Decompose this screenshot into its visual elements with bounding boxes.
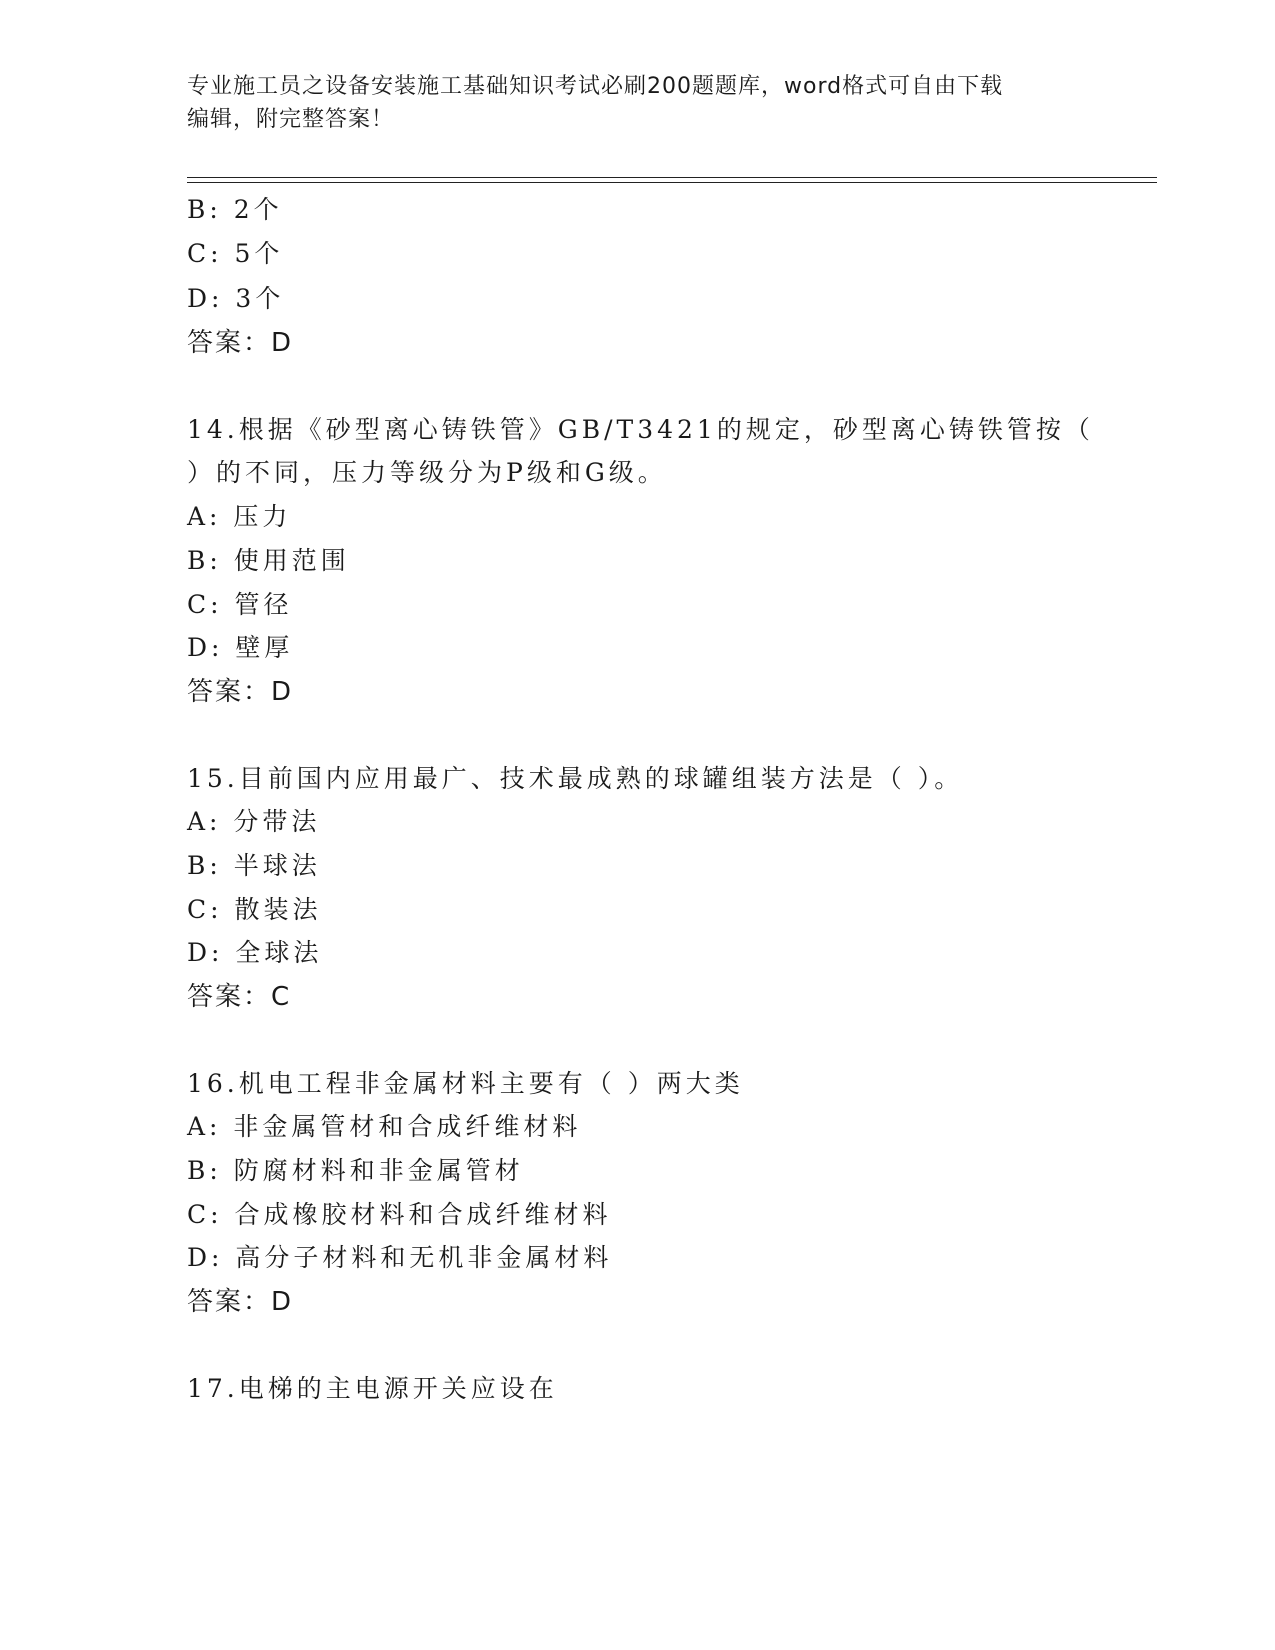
q14-answer: 答案：D	[187, 677, 294, 707]
document-header	[187, 70, 1067, 136]
header-divider-top	[187, 177, 1157, 178]
q13-option-b: B: 2个	[187, 195, 283, 224]
q14-option-b: B: 使用范围	[187, 546, 350, 575]
q15-stem: 15.目前国内应用最广、技术最成熟的球罐组装方法是（ ）。	[187, 764, 964, 793]
q15-option-b: B: 半球法	[187, 851, 321, 880]
q14-stem-line-1: 14.根据《砂型离心铸铁管》GB/T3421的规定，砂型离心铸铁管按（	[187, 415, 1094, 444]
q16-option-a: A: 非金属管材和合成纤维材料	[187, 1112, 582, 1141]
header-line-1: 专业施工员之设备安装施工基础知识考试必刷200题题库，word格式可自由下载	[187, 74, 1004, 99]
q14-option-c: C: 管径	[187, 590, 293, 619]
q16-option-c: C: 合成橡胶材料和合成纤维材料	[187, 1200, 612, 1229]
header-divider-bottom	[187, 182, 1157, 183]
q15-answer: 答案：C	[187, 982, 292, 1012]
q14-stem-line-2: ）的不同，压力等级分为P级和G级。	[187, 458, 667, 487]
q16-option-d: D: 高分子材料和无机非金属材料	[187, 1243, 613, 1272]
q14-option-a: A: 压力	[187, 502, 292, 531]
header-line-2: 编辑，附完整答案！	[187, 107, 395, 132]
q14-option-d: D: 壁厚	[187, 633, 294, 662]
q15-option-c: C: 散装法	[187, 895, 322, 924]
q13-option-d: D: 3个	[187, 284, 285, 313]
q17-stem: 17.电梯的主电源开关应设在	[187, 1374, 558, 1403]
q16-stem: 16.机电工程非金属材料主要有（ ）两大类	[187, 1069, 744, 1098]
q15-option-a: A: 分带法	[187, 807, 321, 836]
q13-answer: 答案：D	[187, 328, 294, 358]
q15-option-d: D: 全球法	[187, 938, 323, 967]
q16-option-b: B: 防腐材料和非金属管材	[187, 1156, 524, 1185]
q13-option-c: C: 5个	[187, 239, 284, 268]
q16-answer: 答案：D	[187, 1287, 294, 1317]
